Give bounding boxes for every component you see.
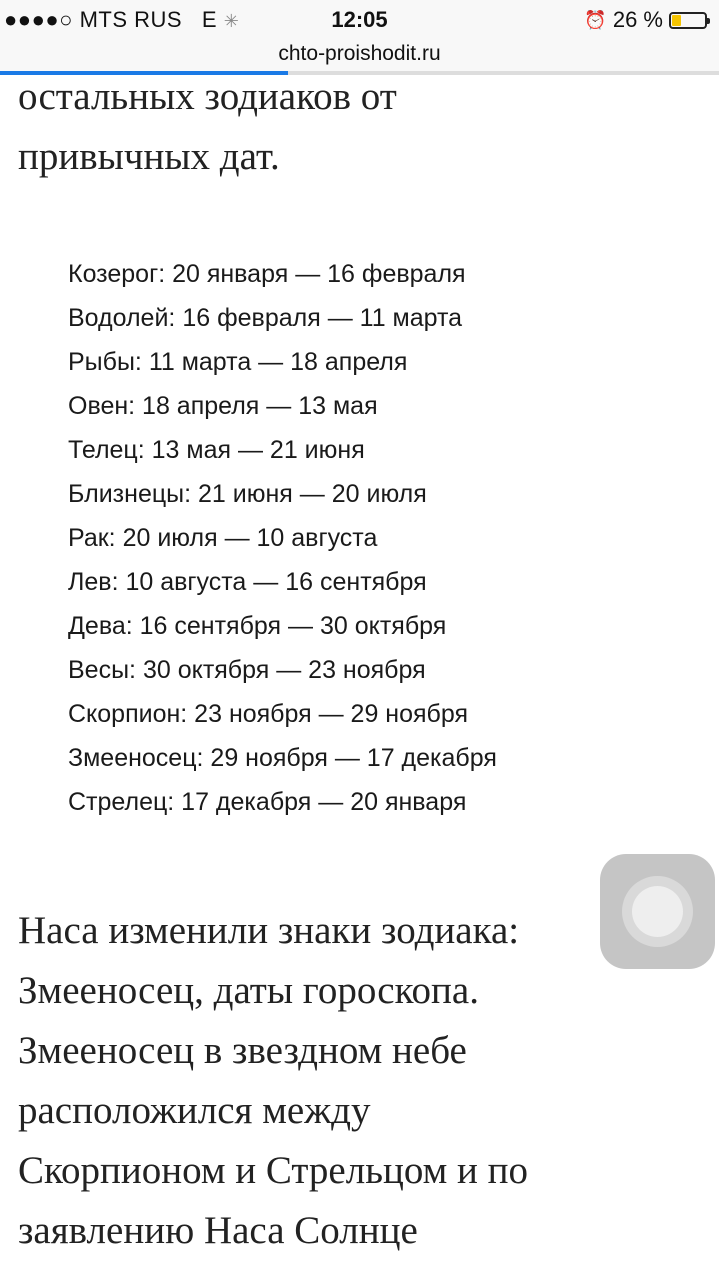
url-text: chto-proishodit.ru (278, 42, 441, 65)
zodiac-list-item: Рыбы: 11 марта — 18 апреля (68, 348, 408, 376)
article-intro (18, 67, 397, 187)
text-line: Змееносец в звездном небе (18, 1029, 467, 1072)
zodiac-list-item: Стрелец: 17 декабря — 20 января (68, 788, 467, 816)
text-line: остальных зодиаков от (18, 75, 397, 118)
battery-percent: 26 % (612, 7, 663, 32)
zodiac-dates-image (68, 252, 497, 824)
text-line: привычных дат. (18, 135, 280, 178)
zodiac-list-item: Телец: 13 мая — 21 июня (68, 436, 365, 464)
zodiac-list-item: Змееносец: 29 ноября — 17 декабря (68, 744, 497, 772)
clock: 12:05 (331, 7, 388, 32)
text-line: Змееносец, даты гороскопа. (18, 969, 479, 1012)
zodiac-list-item: Дева: 16 сентября — 30 октября (68, 612, 447, 640)
zodiac-list-item: Водолей: 16 февраля — 11 марта (68, 304, 463, 332)
text-line: Наса изменили знаки зодиака: (18, 909, 520, 952)
text-line: Скорпионом и Стрельцом и по (18, 1149, 529, 1192)
zodiac-list-item: Овен: 18 апреля — 13 мая (68, 392, 378, 420)
network-type: E (201, 7, 218, 32)
text-line: заявлению Наса Солнце (18, 1209, 418, 1252)
battery-icon (669, 12, 707, 29)
zodiac-list-item: Лев: 10 августа — 16 сентября (68, 568, 427, 596)
zodiac-list-item: Скорпион: 23 ноября — 29 ноября (68, 700, 469, 728)
carrier-name: MTS RUS (79, 7, 183, 32)
activity-spinner-icon: ✳ (223, 11, 240, 31)
zodiac-list-item: Весы: 30 октября — 23 ноября (68, 656, 426, 684)
article-body (18, 901, 528, 1261)
text-line: расположился между (18, 1089, 371, 1132)
signal-icon: ●●●●○ (4, 7, 73, 32)
assistive-touch-button[interactable] (600, 854, 715, 969)
zodiac-list-item: Рак: 20 июля — 10 августа (68, 524, 378, 552)
zodiac-list-item: Близнецы: 21 июня — 20 июля (68, 480, 427, 508)
status-bar (0, 0, 719, 40)
zodiac-list-item: Козерог: 20 января — 16 февраля (68, 260, 466, 288)
alarm-icon: ⏰ (584, 9, 607, 30)
